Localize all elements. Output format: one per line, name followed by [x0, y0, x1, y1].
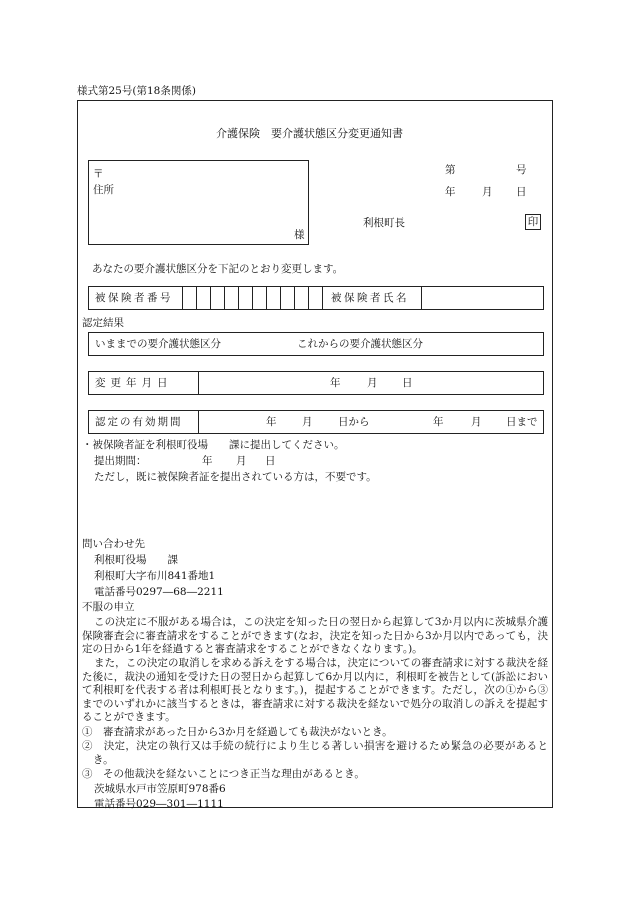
address-box: [88, 160, 309, 245]
date-day: 日: [516, 186, 527, 198]
number-cell: [294, 287, 295, 309]
document-title: 介護保険 要介護状態区分変更通知書: [216, 127, 403, 140]
validity-divider: [198, 411, 199, 433]
change-date-day: 日: [402, 377, 413, 389]
number-cell: [266, 287, 267, 309]
appeal-item-1: ① 審査請求があった日から3か月を経過しても裁決がないとき。: [82, 726, 393, 738]
deadline-year: 年: [202, 455, 213, 467]
number-cell: [182, 287, 183, 309]
validity-from-year: 年: [266, 416, 277, 428]
postal-mark: 〒: [93, 168, 104, 180]
contact-address: 利根町大字布川841番地1: [94, 570, 216, 582]
validity-to-year: 年: [433, 416, 444, 428]
change-date-month: 月: [367, 377, 378, 389]
address-label: 住所: [93, 184, 114, 196]
deadline-label: 提出期間：: [94, 455, 147, 467]
deadline-day: 日: [265, 455, 276, 467]
insured-row: [88, 286, 544, 310]
change-date-label: 変更年月日: [95, 377, 173, 389]
date-year: 年: [445, 186, 456, 198]
change-date-year: 年: [330, 377, 341, 389]
appeal-heading: 不服の申立: [82, 601, 135, 613]
deadline-month: 月: [236, 455, 247, 467]
name-cell: [421, 287, 422, 309]
council-address: 茨城県水戸市笠原町978番6: [94, 783, 226, 795]
insured-name-label: 被保険者氏名: [331, 292, 409, 304]
validity-label: 認定の有効期間: [95, 416, 183, 428]
number-cell: [210, 287, 211, 309]
new-care-level-label: これからの要介護状態区分: [297, 338, 423, 350]
intro-text: あなたの要介護状態区分を下記のとおり変更します。: [92, 263, 344, 275]
seal-mark: 印: [525, 214, 541, 230]
validity-row: [88, 410, 544, 434]
number-cell: [322, 287, 323, 309]
validity-from-day: 日から: [338, 416, 370, 428]
contact-phone: 電話番号0297―68―2211: [94, 586, 224, 598]
insured-number-label: 被保険者番号: [95, 292, 173, 304]
appeal-paragraph-1: この決定に不服がある場合は，この決定を知った日の翌日から起算して3か月以内に茨城県介護保険審査会に審査請求をすることができます(なお，決定を知った日から3か月以内であっても，決定の日から1年を経過すると審査請求をすることができなくなります。)。: [82, 616, 548, 656]
number-suffix: 号: [516, 164, 527, 176]
care-level-row: [88, 332, 544, 356]
validity-from-month: 月: [302, 416, 313, 428]
issuer: 利根町長: [363, 217, 405, 229]
appeal-item-3: ③ その他裁決を経ないことにつき正当な理由があるとき。: [82, 768, 365, 780]
appeal-item-2: ② 決定，決定の執行又は手続の続行により生じる著しい損害を避けるため緊急の必要があるとき。: [82, 740, 548, 766]
honorific: 様: [294, 229, 305, 241]
number-cell: [252, 287, 253, 309]
form-number: 様式第25号(第18条関係): [77, 85, 196, 97]
council-phone: 電話番号029―301―1111: [94, 798, 224, 810]
contact-heading: 問い合わせ先: [82, 538, 145, 550]
change-date-divider: [198, 372, 199, 394]
number-cell: [196, 287, 197, 309]
result-heading: 認定結果: [82, 317, 124, 329]
number-label: 第: [445, 164, 456, 176]
number-cell: [224, 287, 225, 309]
change-date-row: [88, 371, 544, 395]
number-cell: [280, 287, 281, 309]
previous-care-level-label: いままでの要介護状態区分: [95, 338, 221, 350]
instruction-submit: ・被保険者証を利根町役場 課に提出してください。: [82, 439, 345, 451]
date-month: 月: [482, 186, 493, 198]
instruction-note: ただし，既に被保険者証を提出されている方は，不要です。: [94, 471, 377, 483]
appeal-paragraph-2: また，この決定の取消しを求める訴えをする場合は，決定についての審査請求に対する裁決を経た後に，裁決の通知を受けた日の翌日から起算して6か月以内に，利根町を被告として(訴訟において利根町を代表する者は利根町長となります。)，提起することができます。ただし，次の①から③までのいずれかに該当するときは，審査請求に対する裁決を経ないで処分の取消しの訴えを提起することができます。: [82, 657, 548, 724]
validity-to-day: 日まで: [506, 416, 538, 428]
number-cell: [238, 287, 239, 309]
number-cell: [308, 287, 309, 309]
contact-office: 利根町役場 課: [94, 554, 178, 566]
validity-to-month: 月: [471, 416, 482, 428]
